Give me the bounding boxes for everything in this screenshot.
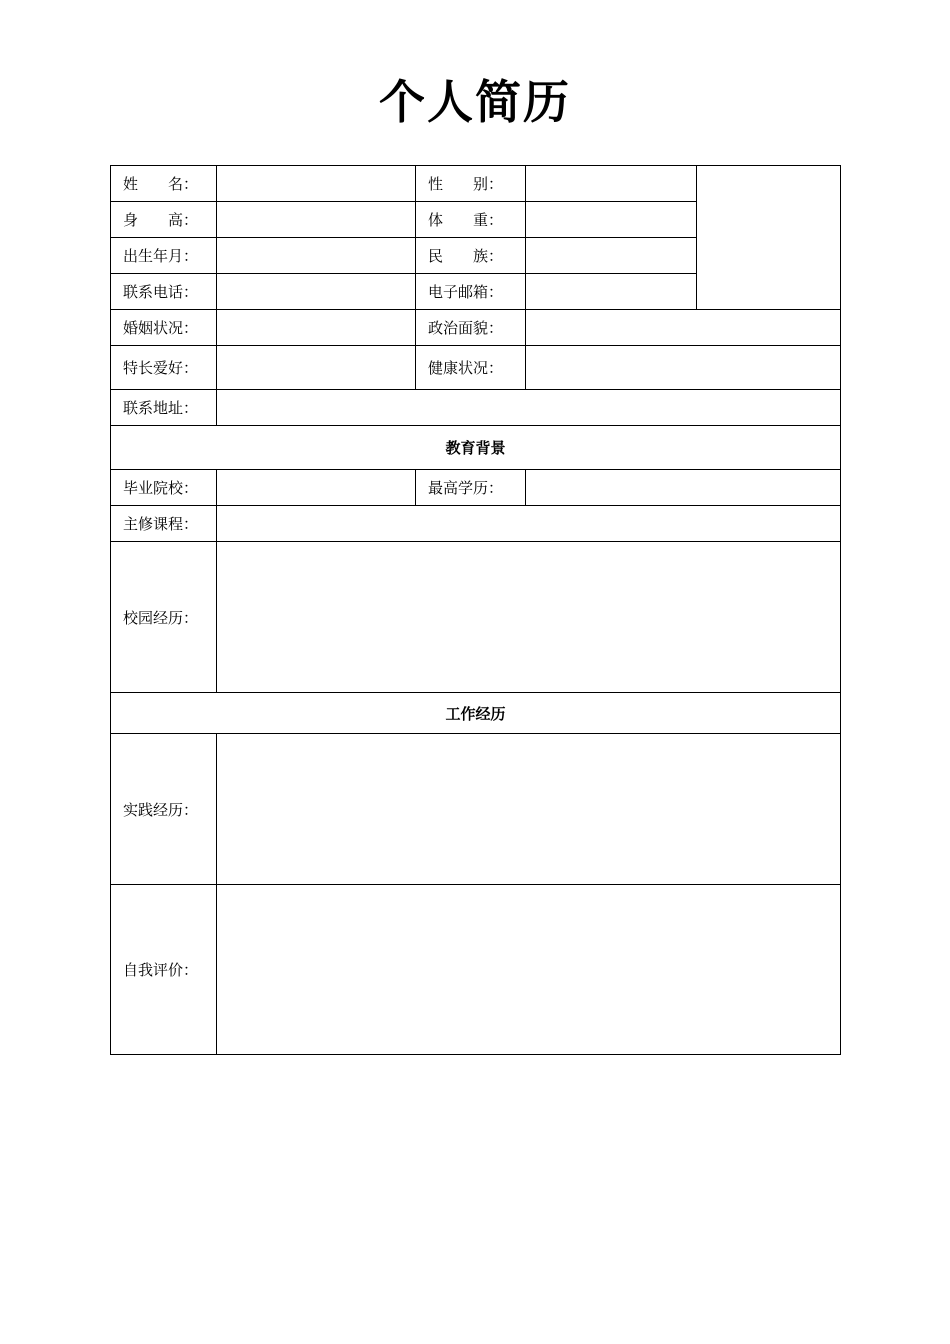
weight-label: 体 重：: [416, 202, 526, 238]
political-label: 政治面貌：: [416, 310, 526, 346]
courses-field[interactable]: [217, 506, 841, 542]
self-eval-label: 自我评价：: [111, 885, 217, 1055]
gender-field[interactable]: [526, 166, 697, 202]
row-hobby-health: [111, 346, 841, 390]
campus-label: 校园经历：: [111, 542, 217, 693]
email-field[interactable]: [526, 274, 697, 310]
degree-label: 最高学历：: [416, 470, 526, 506]
health-field[interactable]: [526, 346, 841, 390]
name-field[interactable]: [217, 166, 416, 202]
row-marital-political: [111, 310, 841, 346]
phone-field[interactable]: [217, 274, 416, 310]
phone-label: 联系电话：: [111, 274, 217, 310]
address-label: 联系地址：: [111, 390, 217, 426]
hobby-label: 特长爱好：: [111, 346, 217, 390]
height-label: 身 高：: [111, 202, 217, 238]
degree-field[interactable]: [526, 470, 841, 506]
weight-field[interactable]: [526, 202, 697, 238]
practice-field[interactable]: [217, 734, 841, 885]
ethnicity-field[interactable]: [526, 238, 697, 274]
birth-label: 出生年月：: [111, 238, 217, 274]
row-campus: [111, 542, 841, 693]
resume-table: [110, 165, 841, 1055]
row-school-degree: [111, 470, 841, 506]
row-practice: [111, 734, 841, 885]
marital-label: 婚姻状况：: [111, 310, 217, 346]
row-self-eval: [111, 885, 841, 1055]
courses-label: 主修课程：: [111, 506, 217, 542]
photo-box[interactable]: [697, 166, 841, 310]
practice-label: 实践经历：: [111, 734, 217, 885]
political-field[interactable]: [526, 310, 841, 346]
campus-field[interactable]: [217, 542, 841, 693]
email-label: 电子邮箱：: [416, 274, 526, 310]
row-education-heading: [111, 426, 841, 470]
school-label: 毕业院校：: [111, 470, 217, 506]
row-address: [111, 390, 841, 426]
gender-label: 性 别：: [416, 166, 526, 202]
height-field[interactable]: [217, 202, 416, 238]
education-heading: 教育背景: [111, 426, 841, 470]
name-label: 姓 名：: [111, 166, 217, 202]
work-heading: 工作经历: [111, 693, 841, 734]
self-eval-field[interactable]: [217, 885, 841, 1055]
health-label: 健康状况：: [416, 346, 526, 390]
school-field[interactable]: [217, 470, 416, 506]
marital-field[interactable]: [217, 310, 416, 346]
hobby-field[interactable]: [217, 346, 416, 390]
row-courses: [111, 506, 841, 542]
row-work-heading: [111, 693, 841, 734]
row-name-gender: [111, 166, 841, 202]
page-title: 个人简历: [379, 75, 571, 129]
ethnicity-label: 民 族：: [416, 238, 526, 274]
birth-field[interactable]: [217, 238, 416, 274]
address-field[interactable]: [217, 390, 841, 426]
